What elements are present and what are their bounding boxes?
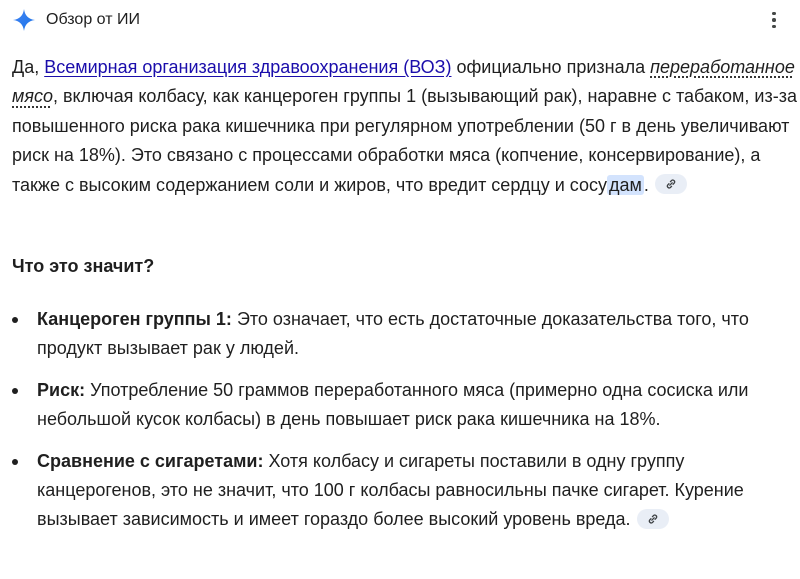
intro-after-link: официально признала [451, 57, 651, 77]
link-icon [646, 512, 660, 526]
bullet-list [0, 305, 800, 547]
ai-overview-header [12, 6, 788, 34]
more-options-icon[interactable] [762, 8, 786, 32]
bullet-text: Хотя колбасу и сигареты поставили в одну группу канцерогенов, это не значит, что 100 г колбасы равносильны пачке сигарет. Курение вызывает зависимость и имеет гораздо более высокий уровень вреда. [37, 450, 744, 530]
bullet-dot [12, 459, 18, 465]
overview-body [12, 53, 798, 200]
list-item [0, 305, 787, 364]
citation-link-chip[interactable] [655, 174, 687, 194]
header-title: Обзор от ИИ [46, 11, 140, 28]
term-processed-meat[interactable]: переработанное мясо [12, 57, 795, 107]
list-item [0, 376, 787, 435]
bullet-dot [12, 317, 18, 323]
intro-lead: Да, [12, 57, 45, 77]
who-link[interactable]: Всемирная организация здравоохранения (ВОЗ) [44, 57, 452, 77]
bullet-dot [12, 388, 18, 394]
section-heading: Что это значит? [12, 256, 155, 276]
bullet-label: Сравнение с сигаретами: [37, 450, 264, 471]
link-icon [664, 177, 678, 191]
intro-paragraph [12, 53, 798, 200]
bullet-text: Это означает, что есть достаточные доказательства того, что продукт вызывает рак у людей. [37, 309, 749, 359]
highlighted-text: дам [609, 174, 642, 195]
list-item [0, 447, 787, 535]
bullet-label: Канцероген группы 1: [37, 309, 232, 329]
bullet-label: Риск: [37, 379, 86, 400]
sparkle-icon [12, 8, 36, 32]
citation-link-chip[interactable] [637, 509, 669, 529]
intro-end: . [643, 174, 649, 195]
bullet-text: Употребление 50 граммов переработанного мяса (примерно одна сосиска или небольшой кусок колбасы) в день повышает риск рака кишечника на 18%. [37, 379, 749, 430]
intro-body: , включая колбасу, как канцероген группы 1 (вызывающий рак), наравне с табаком, из-за повышенного риска рака кишечника при регулярном употреблении (50 г в день увеличивают риск на 18%). Это связано с процессами обработки мяса (копчение, консервирование), а также с высоким содержанием соли и жиров, что вредит сердцу и сосу [12, 86, 797, 195]
